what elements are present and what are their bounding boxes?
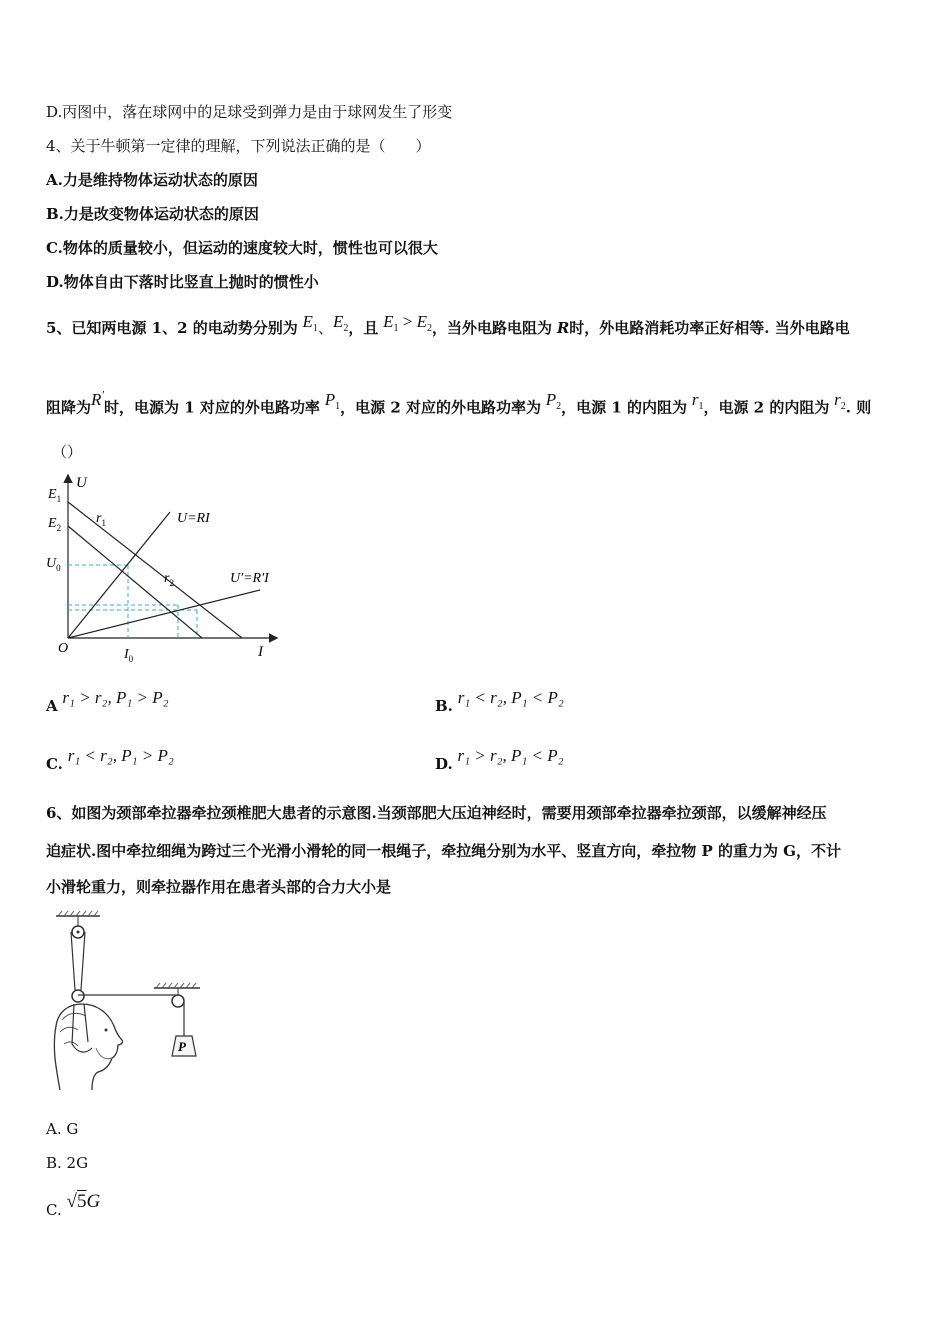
q5-option-a: A r₁ > r₂, P₁ > P₂ [46, 688, 169, 715]
q3-option-d: D.丙图中，落在球网中的足球受到弹力是由于球网发生了形变 [46, 103, 453, 121]
r2-label: $r_2$ [164, 571, 174, 588]
q5-option-c: C. r₁ < r₂, P₁ > P₂ [46, 746, 174, 773]
q6-option-c: C. √5G [46, 1191, 101, 1219]
q5-option-d: D. r₁ > r₂, P₁ < P₂ [435, 746, 564, 773]
q4-option-d: D.物体自由下落时比竖直上抛时的惯性小 [46, 273, 319, 291]
q6-stem-line1: 6、如图为颈部牵拉器牵拉颈椎肥大患者的示意图.当颈部肥大压迫神经时，需要用颈部牵拉器牵拉颈部，以缓解神经压 [46, 804, 827, 822]
q6-option-b: B. 2G [46, 1154, 89, 1172]
q6-traction-figure [48, 908, 208, 1098]
uri-label: U=RI [177, 511, 210, 526]
q5-stem-line2: 阻降为R′时，电源为 1 对应的外电路功率 $P_1$，电源 2 对应的外电路功率为 $P_2$，电源 1 的内阻为 $r_1$，电源 2 的内阻为 $r_2$. 则 [46, 387, 872, 417]
upri-label: U'=R'I [230, 571, 269, 586]
i-axis-label: I [258, 644, 263, 660]
q5-answer-paren: （） [52, 443, 83, 461]
svg-text:P: P [178, 1039, 186, 1054]
q5-ui-graph [40, 470, 290, 670]
q6-option-a: A. G [46, 1120, 79, 1138]
load-line-r [68, 512, 170, 638]
q6-stem-line2: 迫症状.图中牵拉细绳为跨过三个光滑小滑轮的同一根绳子，牵拉绳分别为水平、竖直方向，牵拉物 P 的重力为 G，不计 [46, 842, 841, 860]
source-1-line [68, 502, 242, 638]
load-line-r-prime [68, 590, 260, 638]
i0-label: $I_0$ [124, 647, 134, 664]
r1-label: $r_1$ [96, 511, 106, 528]
u-axis-label: U [76, 475, 87, 491]
origin-label: O [58, 641, 69, 656]
q5-stem-line1: 5、已知两电源 1、2 的电动势分别为 $E_1$、$E_2$，且 $E_1 > E_2$，当外电路电阻为 R时，外电路消耗功率正好相等. 当外电路电 [46, 312, 850, 337]
q4-option-b: B.力是改变物体运动状态的原因 [46, 205, 259, 223]
q4-stem: 4、关于牛顿第一定律的理解，下列说法正确的是（ ） [46, 137, 431, 155]
q6-stem-line3: 小滑轮重力，则牵拉器作用在患者头部的合力大小是 [46, 878, 392, 896]
u0-label: $U_0$ [46, 556, 61, 573]
q4-option-c: C.物体的质量较小，但运动的速度较大时，惯性也可以很大 [46, 239, 438, 257]
q4-option-a: A.力是维持物体运动状态的原因 [46, 171, 258, 189]
e2-label: $E_2$ [48, 516, 62, 533]
q5-option-b: B. r₁ < r₂, P₁ < P₂ [435, 688, 564, 715]
e1-label: $E_1$ [48, 487, 62, 504]
